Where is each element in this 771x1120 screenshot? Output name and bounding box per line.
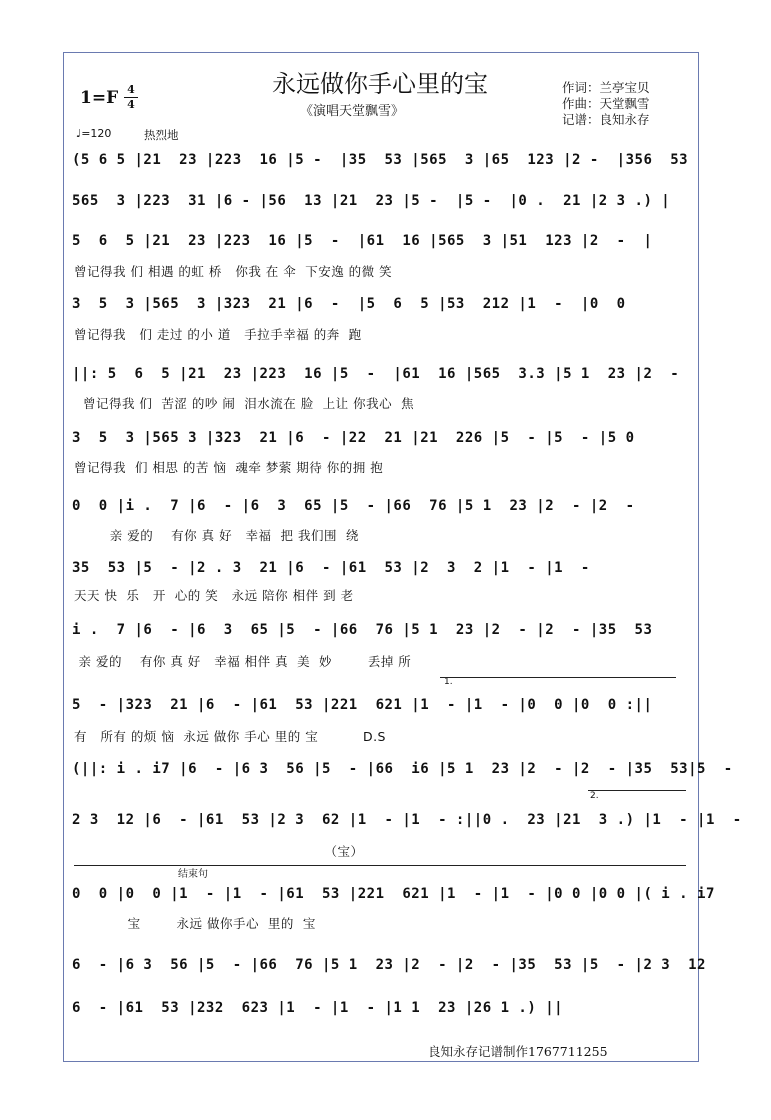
stave-10: 5 - |323 21 |6 - |61 53 |221 621 |1 - |1 - |0 0 |0 0 :|| (72, 697, 653, 713)
stave-11: (||: i . i7 |6 - |6 3 56 |5 - |66 i6 |5 1 23 |2 - |2 - |35 53|5 - (72, 761, 733, 777)
ending-2-label: 2. (590, 791, 599, 801)
coda-label: 结束句 (178, 869, 208, 880)
tempo-mark: ♩=120 (76, 127, 112, 140)
lyricist: 作词：兰亭宝贝 (562, 80, 650, 95)
stave-1: (5 6 5 |21 23 |223 16 |5 - |35 53 |565 3 |65 123 |2 - |356 53 (72, 152, 689, 168)
lyrics-8: 天天 快 乐 开 心的 笑 永远 陪你 相伴 到 老 (74, 588, 354, 603)
transcriber: 记谱：良知永存 (562, 112, 650, 127)
key-signature: 1=F (80, 88, 119, 108)
lyrics-10: 有 所有 的烦 恼 永远 做你 手心 里的 宝 D.S (74, 729, 386, 744)
ending-1-bracket (440, 677, 676, 678)
stave-4: 3 5 3 |565 3 |323 21 |6 - |5 6 5 |53 212 |1 - |0 0 (72, 296, 626, 312)
stave-3: 5 6 5 |21 23 |223 16 |5 - |61 16 |565 3 |51 123 |2 - | (72, 233, 653, 249)
stave-12: 2 3 12 |6 - |61 53 |2 3 62 |1 - |1 - :||0 . 23 |21 3 .) |1 - |1 - (72, 812, 742, 828)
stave-9: i . 7 |6 - |6 3 65 |5 - |66 76 |5 1 23 |2 - |2 - |35 53 (72, 622, 653, 638)
time-bottom: 4 (127, 98, 135, 111)
ending-1-label: 1. (444, 677, 453, 687)
lyrics-13: 宝 永远 做你手心 里的 宝 (74, 916, 316, 931)
stave-7: 0 0 |i . 7 |6 - |6 3 65 |5 - |66 76 |5 1 23 |2 - |2 - (72, 498, 635, 514)
footer-credit: 良知永存记谱制作1767711255 (428, 1044, 608, 1059)
ending-2-bracket (588, 790, 686, 791)
lyrics-4: 曾记得我 们 走过 的小 道 手拉手幸福 的奔 跑 (74, 327, 362, 342)
expression-mark: 热烈地 (144, 128, 179, 142)
credits (562, 80, 650, 128)
lyrics-12: （宝） (74, 844, 364, 859)
song-subtitle: 《演唱天堂飘雪》 (300, 104, 405, 119)
time-signature (124, 84, 138, 111)
stave-8: 35 53 |5 - |2 . 3 21 |6 - |61 53 |2 3 2 |1 - |1 - (72, 560, 590, 576)
lyrics-9: 亲 爱的 有你 真 好 幸福 相伴 真 美 妙 丢掉 所 (74, 654, 412, 669)
lyrics-6: 曾记得我 们 相思 的苦 恼 魂牵 梦萦 期待 你的拥 抱 (74, 460, 384, 475)
stave-15: 6 - |61 53 |232 623 |1 - |1 - |1 1 23 |26 1 .) || (72, 1000, 564, 1016)
lyrics-5: 曾记得我 们 苦涩 的吵 闹 泪水流在 脸 上让 你我心 焦 (74, 396, 415, 411)
stave-2: 565 3 |223 31 |6 - |56 13 |21 23 |5 - |5 - |0 . 21 |2 3 .) | (72, 193, 671, 209)
lyrics-3: 曾记得我 们 相遇 的虹 桥 你我 在 伞 下安逸 的微 笑 (74, 264, 393, 279)
lyrics-7: 亲 爱的 有你 真 好 幸福 把 我们围 绕 (74, 528, 359, 543)
stave-5: ||: 5 6 5 |21 23 |223 16 |5 - |61 16 |565 3.3 |5 1 23 |2 - (72, 366, 680, 382)
composer: 作曲：天堂飘雪 (562, 96, 650, 111)
stave-14: 6 - |6 3 56 |5 - |66 76 |5 1 23 |2 - |2 - |35 53 |5 - |2 3 12 (72, 957, 706, 973)
stave-6: 3 5 3 |565 3 |323 21 |6 - |22 21 |21 226 |5 - |5 - |5 0 (72, 430, 635, 446)
stave-13: 0 0 |0 0 |1 - |1 - |61 53 |221 621 |1 - |1 - |0 0 |0 0 |( i . i7 (72, 886, 715, 902)
coda-line (74, 865, 686, 866)
song-title: 永远做你手心里的宝 (272, 70, 488, 98)
time-top: 4 (127, 83, 135, 96)
